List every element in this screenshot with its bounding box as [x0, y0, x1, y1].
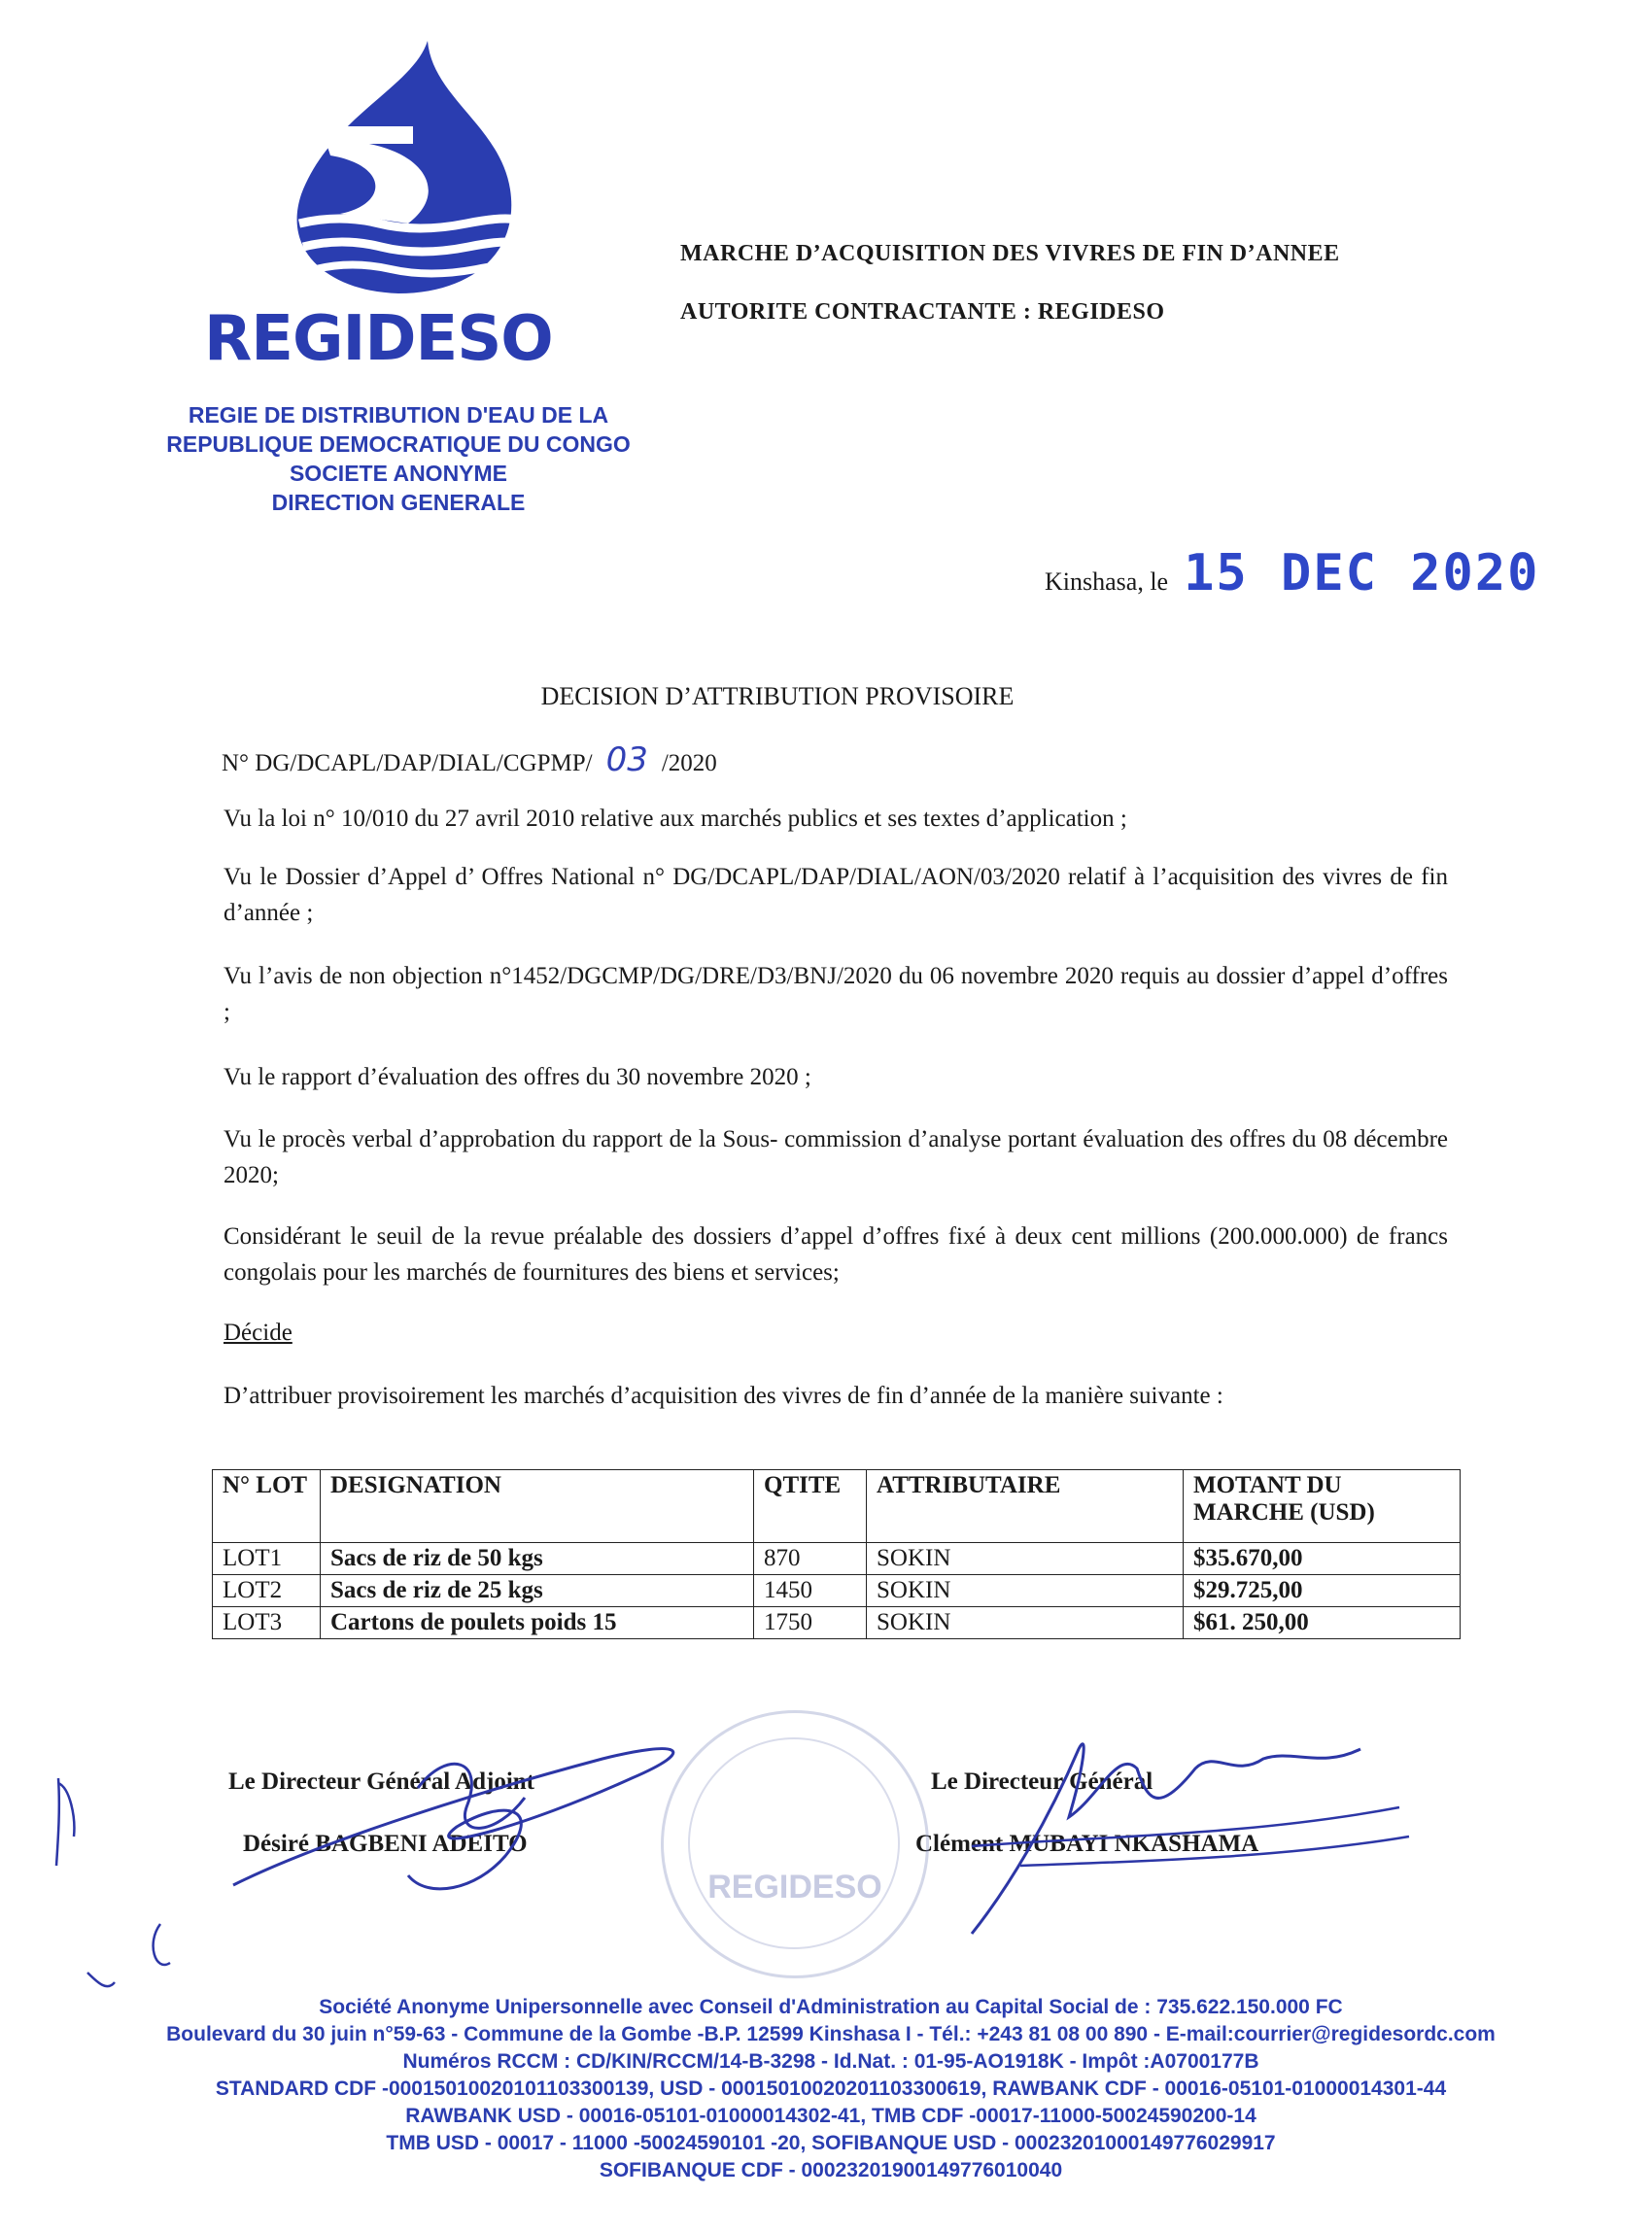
table-header-row	[213, 1470, 1461, 1543]
decision-number-prefix: N° DG/DCAPL/DAP/DIAL/CGPMP/	[222, 750, 593, 776]
paragraph-non-objection: Vu l’avis de non objection n°1452/DGCMP/DG/DRE/D3/BNJ/2020 du 06 novembre 2020 requis au dossier d’appel d’offres ;	[224, 963, 1448, 1025]
header-designation: DESIGNATION	[321, 1470, 754, 1543]
paragraph-evaluation-report: Vu le rapport d’évaluation des offres du 30 novembre 2020 ;	[224, 1064, 811, 1090]
decision-title: DECISION D’ATTRIBUTION PROVISOIRE	[540, 682, 1015, 710]
cell-lot: LOT2	[213, 1575, 321, 1607]
cell-attributaire: SOKIN	[867, 1607, 1184, 1639]
paragraph-law: Vu la loi n° 10/010 du 27 avril 2010 relative aux marchés publics et ses textes d’application ;	[224, 806, 1127, 832]
cell-quantity: 1450	[754, 1575, 867, 1607]
stamp-label: REGIDESO	[707, 1869, 882, 1906]
decide-heading: Décide	[224, 1320, 293, 1346]
cell-amount: $61. 250,00	[1184, 1607, 1461, 1639]
date-stamp: 15 DEC 2020	[1184, 544, 1540, 602]
header-attributaire: ATTRIBUTAIRE	[867, 1470, 1184, 1543]
header-quantity: QTITE	[754, 1470, 867, 1543]
cell-designation: Sacs de riz de 25 kgs	[321, 1575, 754, 1607]
org-line: REGIE DE DISTRIBUTION D'EAU DE LA	[188, 402, 609, 428]
footer-line: Numéros RCCM : CD/KIN/RCCM/14-B-3298 - Id.Nat. : 01-95-AO1918K - Impôt :A0700177B	[402, 2050, 1259, 2073]
logo	[136, 29, 661, 515]
cell-quantity: 870	[754, 1543, 867, 1575]
footer-line: TMB USD - 00017 - 11000 -50024590101 -20, SOFIBANQUE USD - 00023201000149776029917	[386, 2132, 1276, 2154]
header-amount: MOTANT DU MARCHE (USD)	[1184, 1470, 1461, 1543]
left-signatory-name: Désiré BAGBENI ADEITO	[243, 1831, 528, 1857]
handwritten-signatures	[0, 1691, 1652, 2002]
water-drop-logo-icon	[136, 29, 661, 311]
right-signatory-name: Clément MUBAYI NKASHAMA	[915, 1831, 1259, 1857]
company-footer	[87, 1994, 1574, 2184]
decision-number-suffix: /2020	[661, 750, 717, 776]
right-signatory-title: Le Directeur Général	[931, 1768, 1153, 1795]
cell-quantity: 1750	[754, 1607, 867, 1639]
cell-attributaire: SOKIN	[867, 1575, 1184, 1607]
table-row	[213, 1543, 1461, 1575]
margin-mark-icon	[56, 1778, 74, 1866]
table-row	[213, 1575, 1461, 1607]
left-signatory-title: Le Directeur Général Adjoint	[228, 1768, 534, 1795]
cell-amount: $29.725,00	[1184, 1575, 1461, 1607]
cell-amount: $35.670,00	[1184, 1543, 1461, 1575]
org-line: DIRECTION GENERALE	[271, 490, 526, 515]
paragraph-tender-dossier: Vu le Dossier d’Appel d’ Offres National n° DG/DCAPL/DAP/DIAL/AON/03/2020 relatif à l’acquisition des vivres de fin d’année ;	[224, 864, 1448, 926]
cell-lot: LOT3	[213, 1607, 321, 1639]
paragraph-threshold: Considérant le seuil de la revue préalable des dossiers d’appel d’offres fixé à deux cent millions (200.000.000) de francs congolais pour les marchés de fournitures des biens et services;	[224, 1223, 1448, 1286]
logo-wordmark: REGIDESO	[204, 303, 553, 375]
attribution-statement: D’attribuer provisoirement les marchés d’acquisition des vivres de fin d’année de la manière suivante :	[224, 1383, 1223, 1409]
left-signature-stroke	[233, 1749, 673, 1889]
footer-line: Société Anonyme Unipersonnelle avec Conseil d'Administration au Capital Social de : 735.622.150.000 FC	[319, 1996, 1343, 2018]
market-title: MARCHE D’ACQUISITION DES VIVRES DE FIN D’ANNEE	[680, 241, 1340, 266]
footer-line: STANDARD CDF -00015010020101103300139, USD - 00015010020201103300619, RAWBANK CDF - 00016-05101-01000014301-44	[215, 2077, 1447, 2100]
cell-designation: Sacs de riz de 50 kgs	[321, 1543, 754, 1575]
organization-name	[136, 400, 661, 517]
footer-line: RAWBANK USD - 00016-05101-01000014302-41, TMB CDF -00017-11000-50024590200-14	[405, 2105, 1256, 2127]
date-line	[1045, 544, 1539, 602]
right-signature-stroke	[972, 1744, 1360, 1934]
contracting-authority: AUTORITE CONTRACTANTE : REGIDESO	[680, 299, 1165, 325]
paragraph-minutes: Vu le procès verbal d’approbation du rapport de la Sous- commission d’analyse portant évaluation des offres du 08 décembre 2020;	[224, 1126, 1448, 1188]
cell-lot: LOT1	[213, 1543, 321, 1575]
margin-mark-icon	[87, 1924, 170, 1986]
footer-line: SOFIBANQUE CDF - 00023201900149776010040	[599, 2159, 1063, 2181]
table-row	[213, 1607, 1461, 1639]
lots-table	[212, 1469, 1461, 1639]
org-line: SOCIETE ANONYME	[289, 461, 508, 486]
footer-line: Boulevard du 30 juin n°59-63 - Commune de la Gombe -B.P. 12599 Kinshasa I - Tél.: +243 81 08 00 890 - E-mail:courrier@regidesordc.com	[166, 2023, 1496, 2045]
handwritten-number: 03	[605, 740, 648, 779]
cell-attributaire: SOKIN	[867, 1543, 1184, 1575]
org-line: REPUBLIQUE DEMOCRATIQUE DU CONGO	[166, 431, 631, 457]
header-lot: N° LOT	[213, 1470, 321, 1543]
date-place: Kinshasa, le	[1045, 567, 1169, 596]
decision-number	[222, 740, 717, 779]
cell-designation: Cartons de poulets poids 15	[321, 1607, 754, 1639]
